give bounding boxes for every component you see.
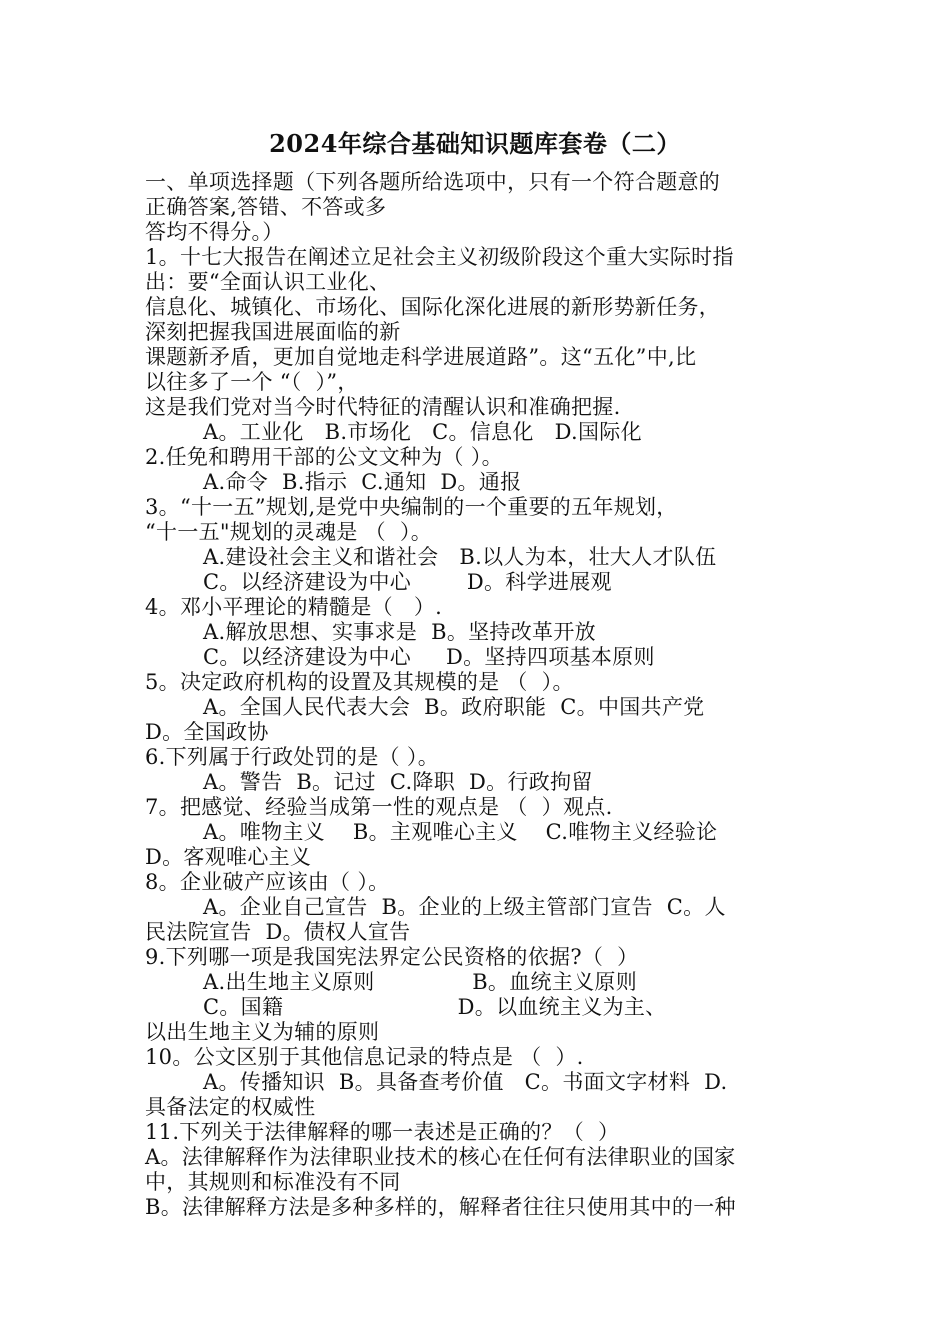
text-line: 3。“十一五”规划,是党中央编制的一个重要的五年规划，: [145, 495, 678, 519]
text-line: C。以经济建设为中心 D。科学进展观: [203, 570, 612, 594]
text-line: D。客观唯心主义: [145, 845, 312, 869]
document-body: [145, 170, 810, 1220]
text-line: 民法院宣告 D。债权人宣告: [145, 920, 411, 944]
text-line: 正确答案,答错、不答或多: [145, 195, 387, 219]
text-line: A.出生地主义原则 B。血统主义原则: [203, 970, 638, 994]
text-line: 11.下列关于法律解释的哪一表述是正确的？（ ）: [145, 1120, 620, 1144]
text-line: 以出生地主义为辅的原则: [145, 1020, 380, 1044]
text-line: 6.下列属于行政处罚的是（ ）。: [145, 745, 440, 769]
text-line: A。警告 B。记过 C.降职 D。行政拘留: [203, 770, 593, 794]
text-line: A。传播知识 B。具备查考价值 C。书面文字材料 D.: [203, 1070, 728, 1094]
text-line: B。法律解释方法是多种多样的，解释者往往只使用其中的一种: [145, 1195, 736, 1219]
text-line: D。全国政协: [145, 720, 269, 744]
text-line: A.建设社会主义和谐社会 B.以人为本，壮大人才队伍: [203, 545, 717, 569]
text-line: A.解放思想、实事求是 B。坚持改革开放: [203, 620, 596, 644]
text-line: A。工业化 B.市场化 C。信息化 D.国际化: [203, 420, 642, 444]
text-line: 一、单项选择题（下列各题所给选项中，只有一个符合题意的: [145, 170, 721, 194]
text-line: 深刻把握我国进展面临的新: [145, 320, 401, 344]
text-line: 9.下列哪一项是我国宪法界定公民资格的依据?（ ）: [145, 945, 639, 969]
text-line: 5。决定政府机构的设置及其规模的是 （ ）。: [145, 670, 574, 694]
text-line: 中，其规则和标准没有不同: [145, 1170, 401, 1194]
text-line: 10。公文区别于其他信息记录的特点是 （ ）.: [145, 1045, 584, 1069]
text-line: 8。企业破产应该由（ ）。: [145, 870, 390, 894]
text-line: “十一五"规划的灵魂是 （ ）。: [145, 520, 433, 544]
document-title: 2024年综合基础知识题库套卷（二）: [269, 129, 681, 158]
text-line: C。以经济建设为中心 D。坚持四项基本原则: [203, 645, 655, 669]
text-line: 以往多了一个 “（ ）”，: [145, 370, 359, 394]
text-line: 具备法定的权威性: [145, 1095, 316, 1119]
text-line: 1。十七大报告在阐述立足社会主义初级阶段这个重大实际时指: [145, 245, 734, 269]
text-line: A。企业自己宣告 B。企业的上级主管部门宣告 C。人: [203, 895, 726, 919]
text-line: 7。把感觉、经验当成第一性的观点是 （ ）观点.: [145, 795, 613, 819]
text-line: 4。邓小平理论的精髓是（ ）.: [145, 595, 443, 619]
text-line: 2.任免和聘用干部的公文文种为（ ）。: [145, 445, 503, 469]
text-line: A。唯物主义 B。主观唯心主义 C.唯物主义经验论: [203, 820, 718, 844]
text-line: C。国籍 D。以血统主义为主、: [203, 995, 667, 1019]
text-line: A。法律解释作为法律职业技术的核心在任何有法律职业的国家: [145, 1145, 736, 1169]
text-line: 信息化、城镇化、市场化、国际化深化进展的新形势新任务，: [145, 295, 721, 319]
text-line: A。全国人民代表大会 B。政府职能 C。中国共产党: [203, 695, 705, 719]
text-line: 答均不得分。）: [145, 220, 284, 244]
text-line: 这是我们党对当今时代特征的清醒认识和准确把握.: [145, 395, 621, 419]
text-line: 出：要“全面认识工业化、: [145, 270, 391, 294]
text-line: A.命令 B.指示 C.通知 D。通报: [203, 470, 522, 494]
text-line: 课题新矛盾，更加自觉地走科学进展道路”。这“五化”中,比: [145, 345, 697, 369]
